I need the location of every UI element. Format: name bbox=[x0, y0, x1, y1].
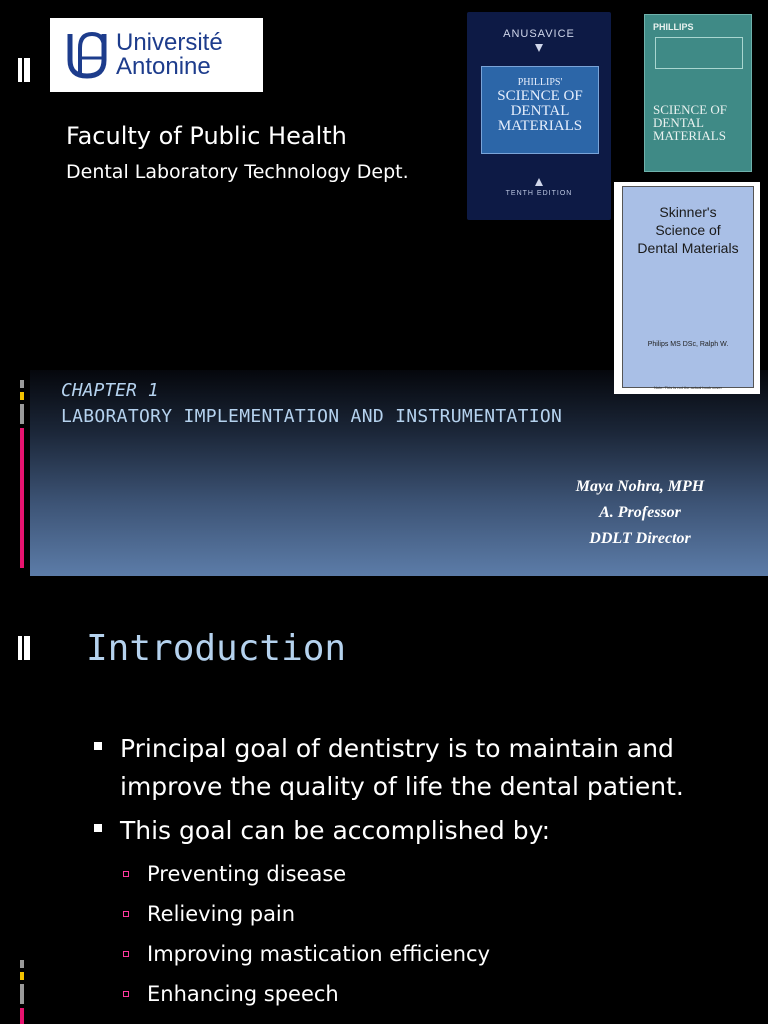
hollow-square-bullet-icon bbox=[123, 991, 129, 997]
strip-accent bbox=[20, 404, 24, 424]
book-title-line: SCIENCE OF bbox=[653, 102, 728, 117]
book-title-line: SCIENCE OF bbox=[497, 88, 583, 104]
bullet-list bbox=[94, 730, 744, 1014]
strip-accent bbox=[20, 1008, 24, 1024]
book-title-panel bbox=[481, 66, 599, 154]
book-author: PHILLIPS bbox=[653, 22, 694, 32]
faculty-name: Faculty of Public Health bbox=[66, 122, 347, 150]
presenter-info bbox=[540, 474, 740, 552]
department-name: Dental Laboratory Technology Dept. bbox=[66, 161, 409, 183]
presenter-role: DDLT Director bbox=[589, 530, 691, 547]
book-decoration bbox=[655, 37, 743, 69]
sub-list bbox=[94, 854, 744, 1014]
sub-list-item-text: Relieving pain bbox=[147, 902, 296, 926]
sub-list-item-text: Enhancing speech bbox=[147, 982, 339, 1006]
strip-accent bbox=[20, 392, 24, 400]
book-edition: TENTH EDITION bbox=[505, 190, 573, 197]
strip-accent bbox=[20, 960, 24, 968]
triangle-up-icon bbox=[535, 178, 543, 186]
presenter-name: Maya Nohra, MPH bbox=[575, 478, 705, 495]
sub-list-item-text: Preventing disease bbox=[147, 862, 347, 886]
book-cover-skinner bbox=[614, 182, 760, 394]
hollow-square-bullet-icon bbox=[123, 871, 129, 877]
sub-list-item-text: Improving mastication efficiency bbox=[147, 942, 491, 966]
book-note: Note: This is not the actual book cover bbox=[654, 385, 722, 390]
strip-accent bbox=[20, 972, 24, 980]
sub-list-item bbox=[123, 854, 744, 894]
book-cover-inner bbox=[622, 186, 754, 388]
book-title-line: DENTAL bbox=[510, 103, 570, 119]
chapter-label: CHAPTER 1 bbox=[61, 380, 159, 401]
book-title-line: PHILLIPS' bbox=[517, 77, 563, 88]
hollow-square-bullet-icon bbox=[123, 951, 129, 957]
chapter-title: LABORATORY IMPLEMENTATION AND INSTRUMENTATION bbox=[61, 406, 563, 427]
book-title bbox=[653, 103, 745, 142]
square-bullet-icon bbox=[94, 824, 102, 832]
sub-list-item bbox=[123, 894, 744, 934]
book-title bbox=[482, 77, 598, 134]
list-item-text: This goal can be accomplished by: bbox=[120, 816, 551, 845]
strip-accent bbox=[20, 380, 24, 388]
book-cover-anusavice bbox=[467, 12, 611, 220]
sub-list-item bbox=[123, 934, 744, 974]
sub-list-item bbox=[123, 974, 744, 1014]
university-logo-icon bbox=[64, 28, 110, 82]
book-title-line: Science of bbox=[655, 222, 721, 238]
list-item bbox=[94, 812, 744, 850]
university-logo bbox=[50, 18, 263, 92]
book-title-line: DENTAL bbox=[653, 115, 704, 130]
logo-text-line2: Antonine bbox=[116, 53, 211, 80]
book-title-line: MATERIALS bbox=[653, 128, 726, 143]
strip-accent bbox=[20, 984, 24, 1004]
book-author: ANUSAVICE bbox=[503, 28, 575, 40]
slide-marker-icon bbox=[18, 58, 30, 82]
triangle-down-icon bbox=[535, 44, 543, 52]
book-title-line: Dental Materials bbox=[637, 240, 739, 256]
introduction-slide bbox=[0, 576, 768, 1024]
slide-title: Introduction bbox=[86, 628, 347, 669]
slide-marker-icon bbox=[18, 636, 30, 660]
list-item-text: Principal goal of dentistry is to maintain and improve the quality of life the dental patient. bbox=[120, 734, 684, 801]
logo-text-line1: Université bbox=[116, 29, 223, 56]
book-title-line: Skinner's bbox=[659, 204, 717, 220]
square-bullet-icon bbox=[94, 742, 102, 750]
presenter-rank: A. Professor bbox=[599, 504, 681, 521]
list-item bbox=[94, 730, 744, 806]
book-title-line: MATERIALS bbox=[497, 118, 583, 134]
book-title bbox=[623, 203, 753, 257]
strip-accent bbox=[20, 428, 24, 568]
hollow-square-bullet-icon bbox=[123, 911, 129, 917]
book-cover-phillips bbox=[644, 14, 752, 172]
book-author: Philips MS DSc, Ralph W. bbox=[647, 341, 729, 348]
